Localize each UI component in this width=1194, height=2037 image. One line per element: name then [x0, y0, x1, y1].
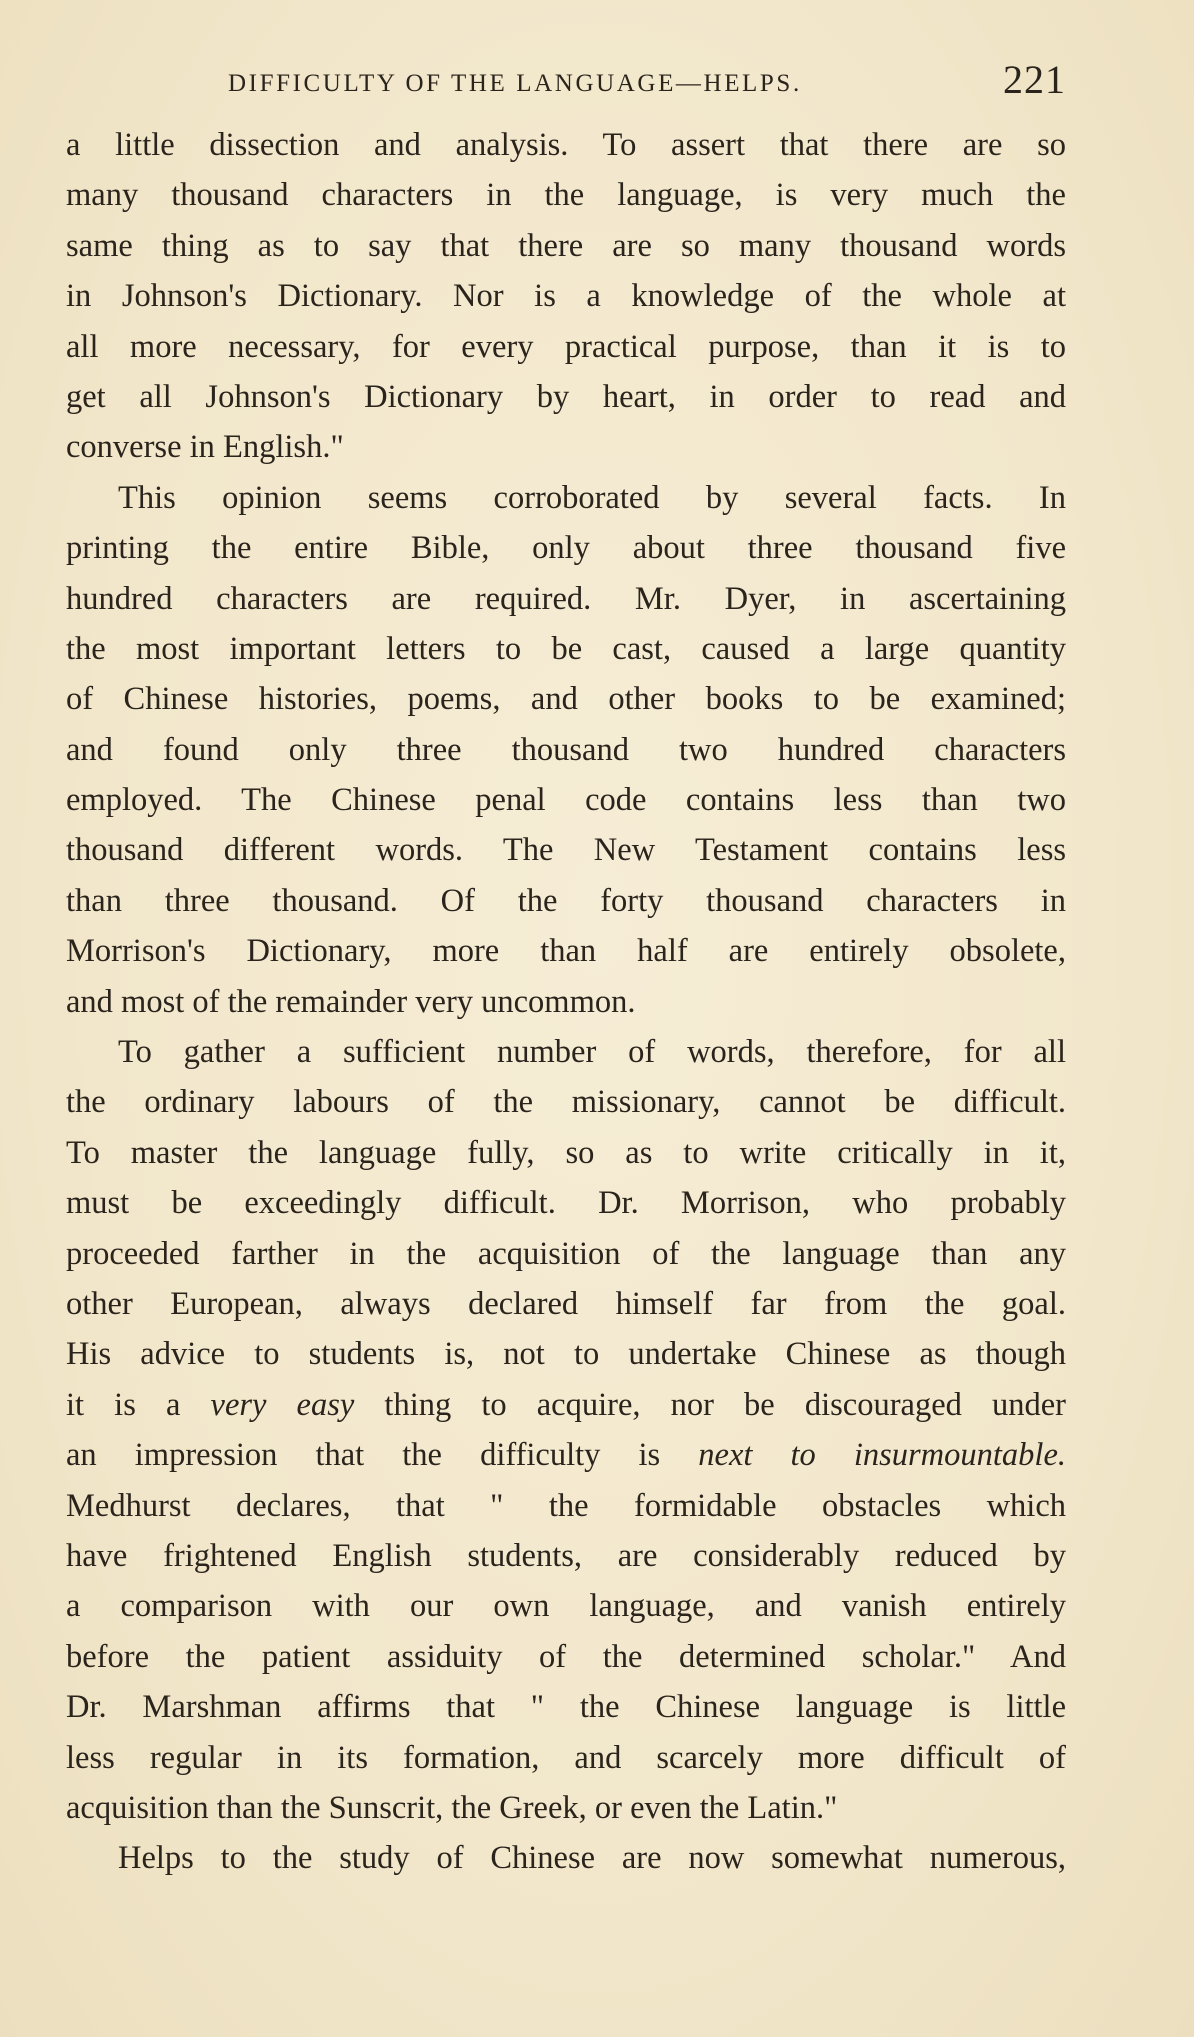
text-line: converse in English.": [66, 429, 344, 466]
text-line: Morrison's Dictionary, more than half are entirely obsolete,: [66, 933, 1066, 970]
text-run: an impression that the difficulty is: [66, 1437, 699, 1474]
emphasis-next-to-insurmountable: next to insurmountable.: [698, 1437, 1066, 1474]
text-line: before the patient assiduity of the determined scholar." And: [66, 1638, 1066, 1675]
text-line: To master the language fully, so as to write critically in it,: [66, 1134, 1066, 1171]
text-line: This opinion seems corroborated by several facts. In: [118, 479, 1066, 516]
text-line: hundred characters are required. Mr. Dyer, in ascertaining: [66, 580, 1066, 617]
text-line: all more necessary, for every practical purpose, than it is to: [66, 328, 1066, 365]
running-head: DIFFICULTY OF THE LANGUAGE—HELPS.: [228, 70, 802, 97]
text-line: a little dissection and analysis. To assert that there are so: [66, 127, 1066, 163]
text-line: acquisition than the Sunscrit, the Greek, or even the Latin.": [66, 1789, 838, 1826]
text-line: less regular in its formation, and scarcely more difficult of: [66, 1739, 1066, 1776]
text-line: the most important letters to be cast, caused a large quantity: [66, 630, 1066, 667]
text-line: printing the entire Bible, only about three thousand five: [66, 530, 1066, 567]
emphasis-very-easy: very easy: [210, 1386, 355, 1423]
page-number: 221: [1003, 57, 1066, 102]
text-line: His advice to students is, not to undertake Chinese as though: [66, 1336, 1066, 1373]
body-text: [66, 120, 1066, 1884]
text-line: same thing as to say that there are so many thousand words: [66, 227, 1066, 264]
page-header: [66, 56, 1066, 116]
text-line: employed. The Chinese penal code contains less than two: [66, 782, 1066, 819]
text-line: Dr. Marshman affirms that " the Chinese language is little: [66, 1689, 1066, 1726]
text-line: and found only three thousand two hundred characters: [66, 731, 1066, 768]
text-line: Medhurst declares, that " the formidable obstacles which: [66, 1487, 1066, 1524]
text-line: many thousand characters in the language, is very much the: [66, 177, 1066, 214]
text-line: get all Johnson's Dictionary by heart, in order to read and: [66, 378, 1066, 415]
text-line: To gather a sufficient number of words, therefore, for all: [118, 1034, 1066, 1071]
text-line: [66, 1380, 1066, 1430]
text-line: proceeded farther in the acquisition of the language than any: [66, 1235, 1066, 1272]
text-line: other European, always declared himself far from the goal.: [66, 1285, 1066, 1322]
text-line: than three thousand. Of the forty thousand characters in: [66, 882, 1066, 919]
text-line: Helps to the study of Chinese are now somewhat numerous,: [118, 1840, 1066, 1877]
text-line: and most of the remainder very uncommon.: [66, 983, 636, 1020]
text-line: [66, 1430, 1066, 1480]
text-line: the ordinary labours of the missionary, cannot be difficult.: [66, 1084, 1066, 1121]
text-run: thing to acquire, nor be discouraged under: [354, 1386, 1066, 1423]
text-line: must be exceedingly difficult. Dr. Morrison, who probably: [66, 1185, 1066, 1222]
text-line: of Chinese histories, poems, and other books to be examined;: [66, 681, 1066, 718]
text-line: in Johnson's Dictionary. Nor is a knowledge of the whole at: [66, 278, 1066, 315]
text-line: have frightened English students, are considerably reduced by: [66, 1537, 1066, 1574]
text-line: a comparison with our own language, and vanish entirely: [66, 1588, 1066, 1625]
text-run: it is a: [66, 1386, 211, 1423]
text-line: thousand different words. The New Testament contains less: [66, 832, 1066, 869]
